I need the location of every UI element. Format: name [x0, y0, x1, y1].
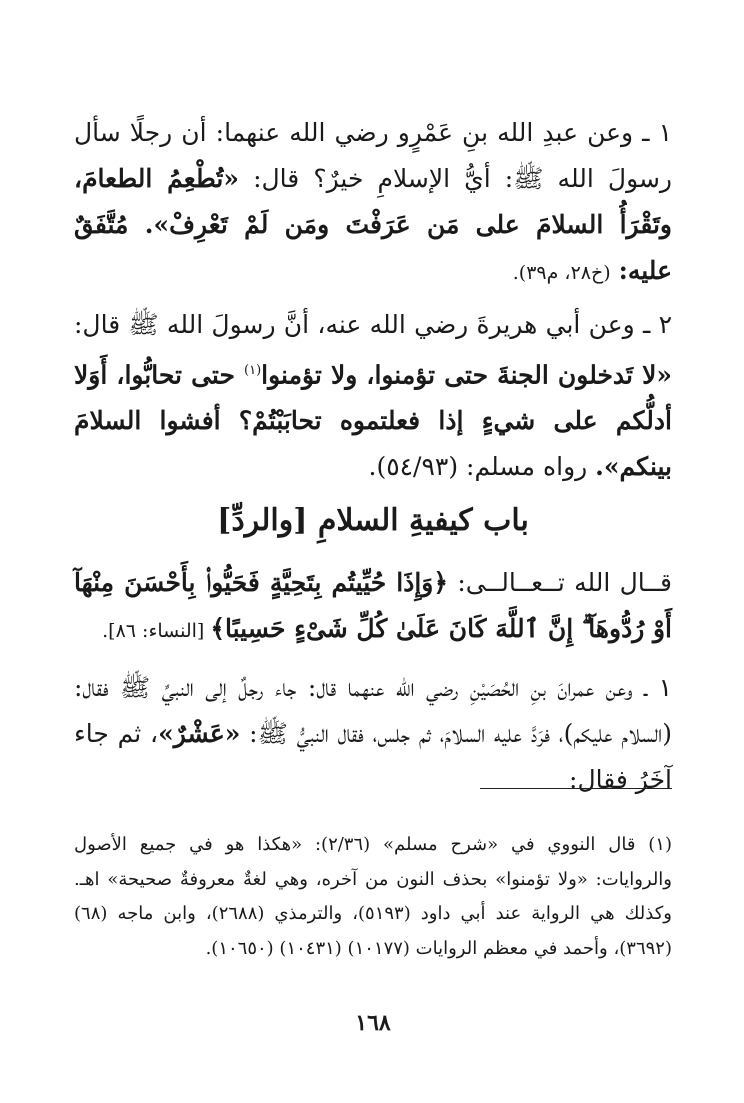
hadith-2-narrator: رواه مسلم: (٥٤/٩٣).	[368, 452, 596, 482]
footnote-divider	[480, 788, 672, 789]
page-number: ١٦٨	[355, 1010, 391, 1036]
hadith-1-intro: ١ ـ وعن عبدِ الله بنِ عَمْرٍو رضي الله عنهما: أن رجلًا سأل رسولَ الله ﷺ: أيُّ الإسلامِ خيرٌ؟ قال:	[74, 118, 672, 193]
hadith-2	[74, 302, 672, 490]
verse-text: ﴿وَإِذَا حُيِّيتُم بِتَحِيَّةٍ فَحَيُّوا۟ بِأَحْسَنَ مِنْهَآ أَوْ رُدُّوهَآ ۗ إِنَّ ٱللَّهَ كَانَ عَلَىٰ كُلِّ شَىْءٍ حَسِيبًا﴾	[74, 568, 672, 643]
book-page	[74, 0, 672, 1103]
hadith-2-intro: ٢ ـ وعن أبي هريرةَ رضي الله عنه، أنَّ رسولَ الله ﷺ قال:	[74, 310, 672, 339]
footnote-marker: (١)	[244, 363, 262, 378]
hadith-3	[74, 665, 672, 803]
hadith-3-quote: «عَشْرٌ»	[158, 719, 241, 748]
hadith-1-quote: «تُطْعِمُ الطعامَ، وتَقْرَأُ السلامَ على مَن عَرَفْتَ ومَن لَمْ تَعْرِفْ».	[74, 164, 672, 239]
verse-intro: قــال الله تــعــالــى:	[448, 568, 672, 597]
footnote: (١) قال النووي في «شرح مسلم» (٢/٣٦): «هكذا هو في جميع الأصول والروايات: «ولا تؤمنوا» بحذف النون من آخره، وهي لغةٌ معروفةٌ صحيحة» اهـ. وكذلك هي الرواية عند أبي داود (٥١٩٣)، والترمذي (٢٦٨٨)، وابن ماجه (٦٨) (٣٦٩٢)، وأحمد في معظم الروايات (١٠١٧٧) (١٠٤٣١) (١٠٦٥٠).	[74, 834, 672, 959]
verse-reference: [النساء: ٨٦].	[102, 620, 211, 642]
hadith-3-rest: ، ثم جاء آخَرُ فقال:	[74, 719, 672, 794]
chapter-title: باب كيفيةِ السلامِ [والردِّ]	[217, 503, 529, 538]
quran-verse	[74, 560, 672, 652]
hadith-3-intro: ١ ـ وعن عمرانَ بنِ الحُصَيْنِ رضي الله عنهما قال: جاء رجلٌ إلى النبيِّ ﷺ فقال: (السلام عليكم)، فرَدَّ عليه السلامَ، ثم جلس، فقال النبيُّ ﷺ:	[74, 673, 672, 748]
hadith-1-reference: (خ٢٨، م٣٩).	[512, 262, 611, 284]
hadith-2-quote-part2: حتى تحابُّوا، أَوَلا أدلُّكم على شيءٍ إذا فعلتموه تحابَبْتُمْ؟ أفشوا السلامَ بينكم».	[74, 360, 672, 482]
hadith-2-quote-part1: «لا تَدخلون الجنةَ حتى تؤمنوا، ولا تؤمنوا	[261, 360, 672, 390]
hadith-1	[74, 110, 672, 294]
hadith-1-agreed: مُتَّفَقٌ عليه:	[74, 210, 672, 285]
